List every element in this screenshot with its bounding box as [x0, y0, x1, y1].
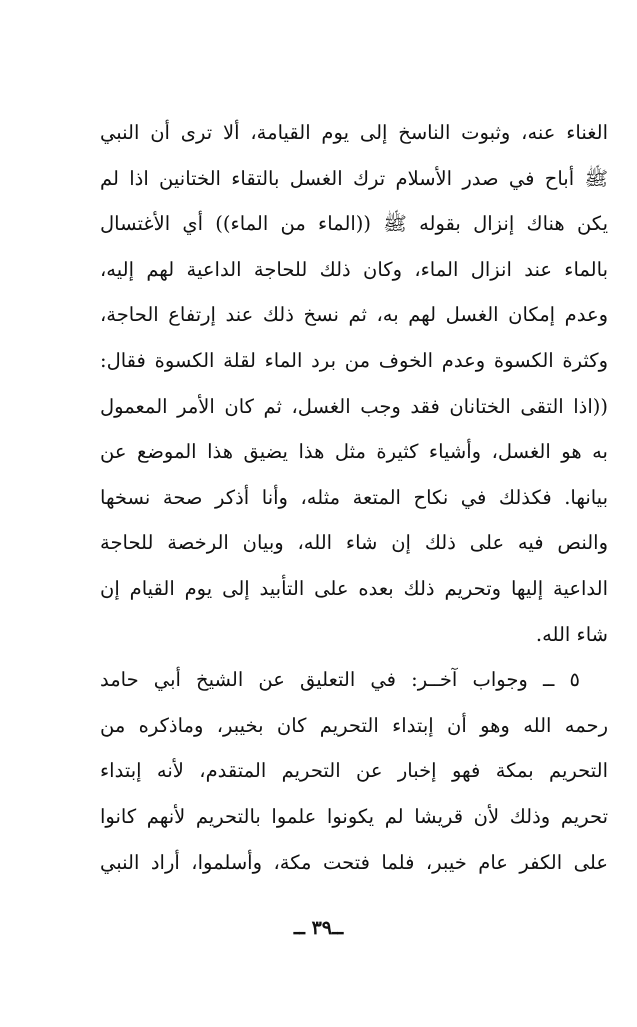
body-text [100, 110, 608, 885]
paragraph-end-line: شاء الله. [535, 622, 608, 646]
text-line: بيانها. فكذلك في نكاح المتعة مثله، وأنا أذكر صحة نسخها [100, 485, 608, 509]
text-line: وعدم إمكان الغسل لهم به، ثم نسخ ذلك عند إرتفاع الحاجة، [100, 303, 608, 327]
text-line: والنص فيه على ذلك إن شاء الله، وبيان الرخصة للحاجة [100, 531, 608, 555]
text-line: تحريم وذلك لأن قريشا لم يكونوا علموا بالتحريم لأنهم كانوا [100, 804, 608, 828]
text-line: ((اذا التقى الختانان فقد وجب الغسل، ثم كان الأمر المعمول [100, 394, 608, 418]
text-line: به هو الغسل، وأشياء كثيرة مثل هذا يضيق هذا الموضع عن [100, 440, 608, 464]
text-line: رحمه الله وهو أن إبتداء التحريم كان بخيبر، وماذكره من [100, 713, 608, 737]
text-line: يكن هناك إنزال بقوله ﷺ ((الماء من الماء)) أي الأغتسال [100, 212, 608, 236]
page-number: ــ٣٩ ــ [293, 917, 344, 939]
text-line: الغناء عنه، وثبوت الناسخ إلى يوم القيامة، ألا ترى أن النبي [100, 121, 608, 144]
section-heading-line: ٥ ــ وجواب آخــر: في التعليق عن الشيخ أبي حامد [100, 668, 580, 692]
text-line: الداعية إليها وتحريم ذلك بعده على التأبيد إلى يوم القيام إن [100, 576, 608, 600]
text-line: بالماء عند انزال الماء، وكان ذلك للحاجة الداعية لهم إليه، [100, 257, 608, 281]
text-line: وكثرة الكسوة وعدم الخوف من برد الماء لقلة الكسوة فقال: [100, 348, 608, 372]
text-line: ﷺ أباح في صدر الأسلام ترك الغسل بالتقاء الختانين اذا لم [100, 166, 608, 190]
text-line: التحريم بمكة فهو إخبار عن التحريم المتقدم، لأنه إبتداء [100, 759, 608, 783]
text-line: على الكفر عام خيبر، فلما فتحت مكة، وأسلموا، أراد النبي [100, 850, 608, 874]
